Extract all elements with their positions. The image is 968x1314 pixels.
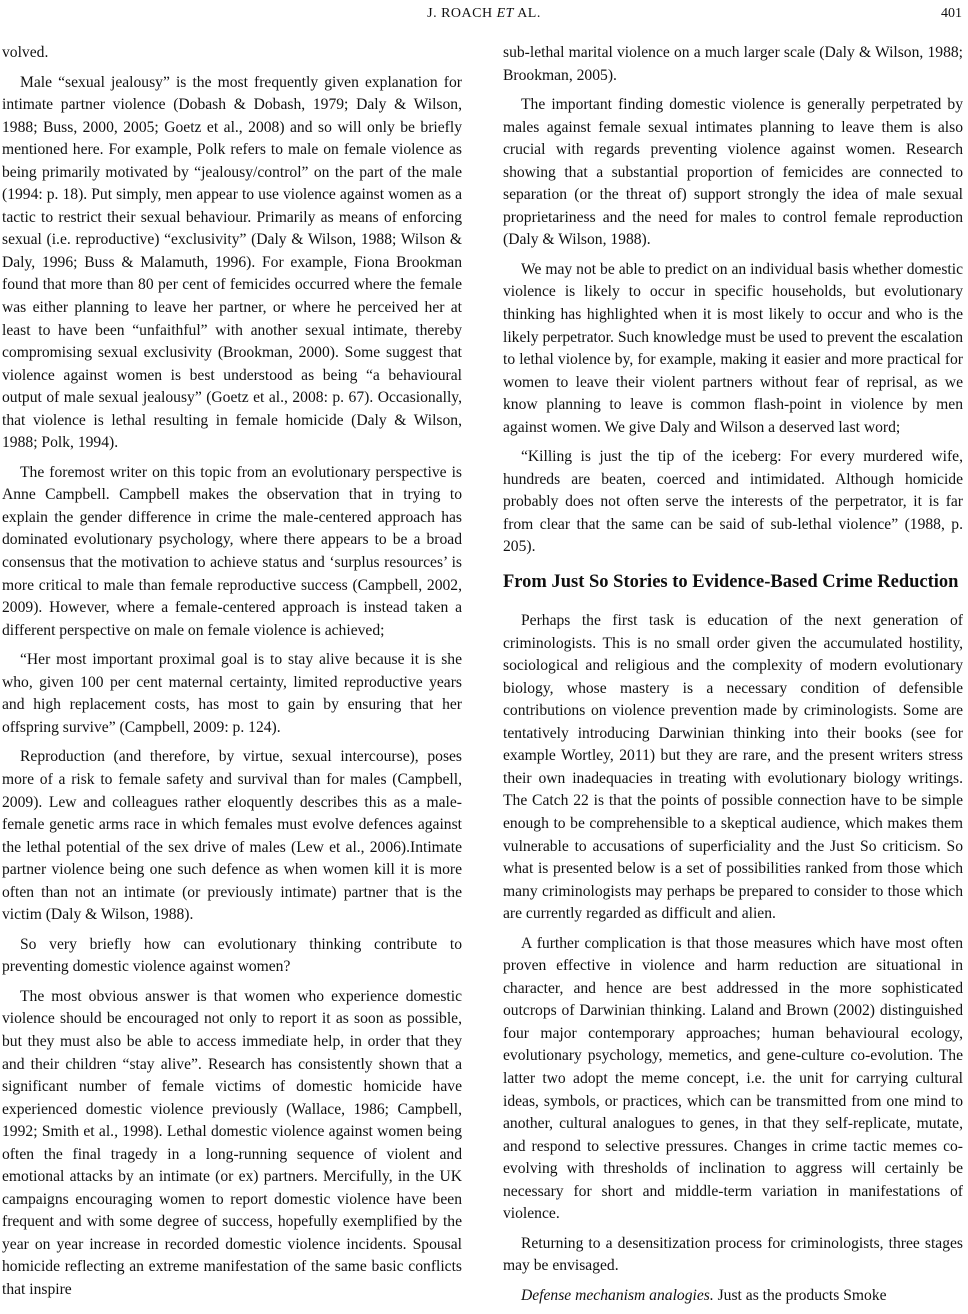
page-number: 401: [941, 6, 962, 21]
block-quote: “Her most important proximal goal is to stay alive because it is she who, given 100 per cent maternal certainty, limited reproductive years and high replacement costs, has most to gain by ensuring that her offspring survive” (Campbell, 2009: p. 124).: [2, 651, 462, 736]
paragraph-text: Just as the products Smoke: [713, 1286, 887, 1304]
running-head-author: J. ROACH: [427, 6, 493, 21]
paragraph: volved.: [2, 44, 49, 61]
running-head-al: AL.: [517, 6, 541, 21]
running-head-et: ET: [496, 6, 514, 21]
paragraph: The foremost writer on this topic from an evolutionary perspective is Anne Campbell. Campbell makes the observation that in trying to explain the gender difference in crime the male-centered approach has dominated evolutionary psychology, where there appears to be a broad consensus that the motivation to achieve status and ‘surplus resources’ is more critical to male than female reproductive success (Campbell, 2002, 2009). However, where a female-centered approach is instead taken a different perspective on male on female violence is achieved;: [2, 463, 462, 639]
paragraph: We may not be able to predict on an individual basis whether domestic violence is likely to occur in specific households, but evolutionary thinking has highlighted when it is most likely to occur and who is the likely perpetrator. Such knowledge must be used to prevent the escalation to lethal violence by, for example, making it easier and more practical for women to leave their violent partners without fear of reprisal, as we know planning to leave is common flash-point in violence by men against women. We give Daly and Wilson a deserved last word;: [503, 260, 963, 436]
paragraph: Male “sexual jealousy” is the most frequently given explanation for intimate partner violence (Dobash & Dobash, 1979; Daly & Wilson, 1988; Buss, 2000, 2005; Goetz et al., 2008) and so will only be briefly mentioned here. For example, Polk refers to male on female violence as being primarily motivated by “jealousy/control” on the part of the male (1994: p. 18). Put simply, men appear to use violence against women as a tactic to restrict their sexual behaviour. Primarily as means of enforcing sexual (i.e. reproductive) “exclusivity” (Daly & Wilson, 1988; Wilson & Daly, 1996; Buss & Malamuth, 1996). For example, Fiona Brookman found that more than 80 per cent of femicides occurred where the female was either planning to leave her partner, or where he perceived her at least to have been “unfaithful” with another sexual intimate, thereby compromising sexual exclusivity (Brookman, 2000). Some suggest that violence against women is best understood as being “a behavioural output of male sexual jealousy” (Goetz et al., 2008: p. 67). Occasionally, that violence is lethal resulting in female homicide (Daly & Wilson, 1988; Polk, 1994).: [2, 73, 462, 452]
block-quote: “Killing is just the tip of the iceberg: For every murdered wife, hundreds are beaten, coerced and intimidated. Although homicide probably does not often serve the interests of the perpetrator, it is far from clear that the same can be said of sub-lethal violence” (1988, p. 205).: [503, 448, 963, 556]
paragraph: So very briefly how can evolutionary thinking contribute to preventing domestic violence against women?: [2, 935, 462, 976]
left-column: [2, 42, 462, 1309]
right-column: [503, 42, 963, 1314]
paragraph: The important finding domestic violence is generally perpetrated by males against female sexual intimates planning to leave them is also crucial with regards preventing violence against women. Research showing that a substantial proportion of femicides are connected to separation (or the threat of) support strongly the idea of male sexual proprietariness and the need for males to control female reproduction (Daly & Wilson, 1988).: [503, 96, 963, 249]
paragraph: sub-lethal marital violence on a much larger scale (Daly & Wilson, 1988; Brookman, 2005).: [503, 44, 963, 84]
paragraph: [503, 1285, 963, 1308]
paragraph: The most obvious answer is that women who experience domestic violence should be encouraged not only to report it as soon as possible, but they must also be able to access immediate help, in order that they and their children “stay alive”. Research has consistently shown that a significant number of female victims of domestic homicide have experienced domestic violence previously (Wallace, 1986; Campbell, 1992; Smith et al., 1998). Lethal domestic violence against women being often the final tragedy in a long-running sequence of violent and emotional attacks by an intimate (or ex) partners. Mercifully, in the UK campaigns encouraging women to report domestic violence have been frequent and with some degree of success, hopefully exemplified by the year on year increase in recorded domestic violence incidents. Spousal homicide reflecting an extreme manifestation of the same basic conflicts that inspire: [2, 987, 462, 1298]
running-head: [0, 6, 968, 22]
paragraph: Perhaps the first task is education of the next generation of criminologists. This is no small order given the accumulated hostility, sociological and religious and the complexity of modern evolutionary biology, whose mastery is a necessary condition of defensible contributions on violence prevention made by criminologists. Some are tentatively introducing Darwinian thinking into their books (see for example Wortley, 2011) but they are rare, and the present writers stress their own inadequacies in treating with evolutionary biology writings. The Catch 22 is that the points of possible connection have to be simple enough to be comprehensible to a skeptical audience, which makes them vulnerable to accusations of superficiality and the Just So criticism. So what is presented below is a set of possibilities ranked from those which many criminologists may perhaps be prepared to consider to those which are currently regarded as difficult and alien.: [503, 612, 963, 923]
paragraph: Reproduction (and therefore, by virtue, sexual intercourse), poses more of a risk to female safety and survival than for males (Campbell, 2009). Lew and colleagues rather eloquently describes this as a male-female genetic arms race in which females must evolve defences against the lethal potential of the sex drive of males (Lew et al., 2006).Intimate partner violence being one such defence as when women kill it is more often than not an intimate (or previously intimate) partner that is the victim (Daly & Wilson, 1988).: [2, 748, 462, 924]
paragraph: A further complication is that those measures which have most often proven effective in violence and harm reduction are situational in character, and hence are best addressed in the more sophisticated outcrops of Darwinian thinking. Laland and Brown (2002) distinguished four major contemporary approaches; human behavioural ecology, evolutionary psychology, memetics, and gene-culture co-evolution. The latter two adopt the meme concept, i.e. the unit for carrying cultural ideas, symbols, or practices, which can be transmitted from one mind to another, cultural analogues to genes, in that they self-replicate, mutate, and respond to selective pressures. Changes in crime tactic memes co-evolving with thresholds of inclination to aggress will certainly be necessary for short and middle-term variation in manifestations of violence.: [503, 934, 963, 1223]
paragraph: Returning to a desensitization process for criminologists, three stages may be envisaged.: [503, 1234, 963, 1275]
italic-lead: Defense mechanism analogies.: [521, 1286, 714, 1304]
page-header: [0, 0, 968, 30]
section-heading: From Just So Stories to Evidence-Based Crime Reduction: [503, 572, 959, 593]
